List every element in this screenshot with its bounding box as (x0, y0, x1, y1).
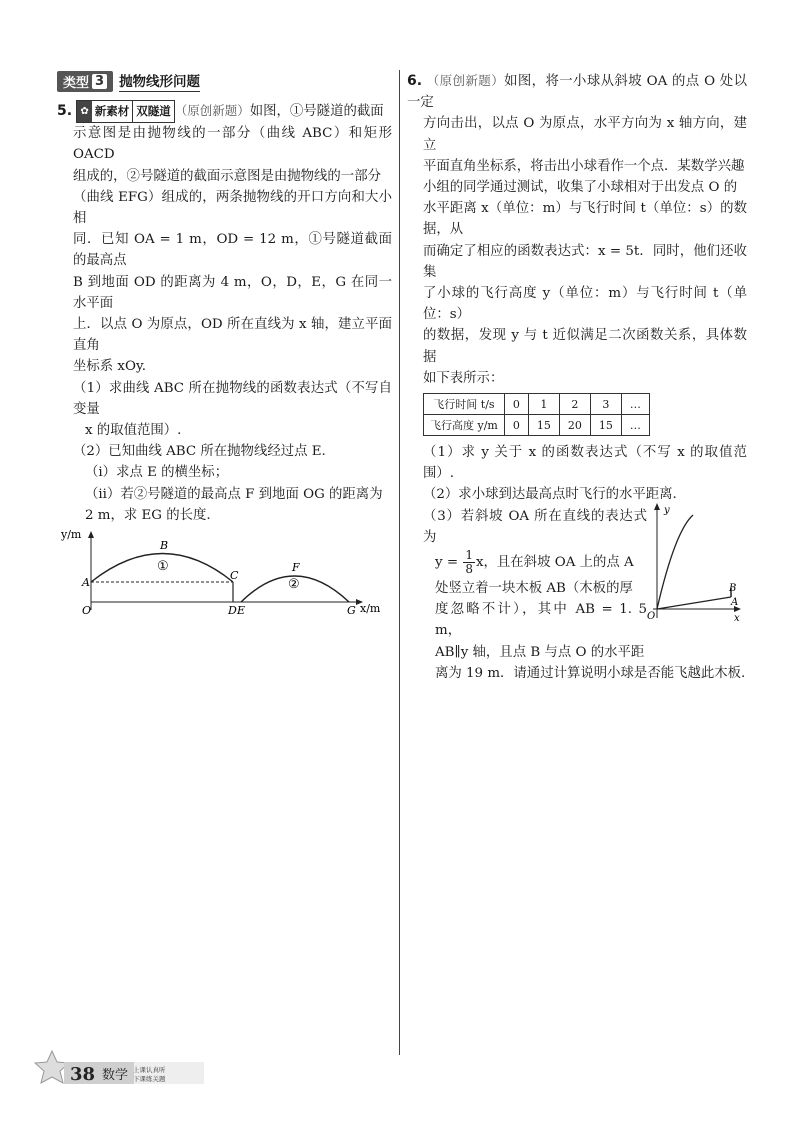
type-number: 3 (92, 74, 107, 89)
label-o: O (647, 610, 656, 622)
star-icon: ✿ (77, 101, 91, 122)
q6-line: 的数据，发现 y 与 t 近似满足二次函数关系，具体数据 (423, 328, 747, 365)
x-axis-label: x/m (360, 602, 381, 616)
footer-slogan-2: 下课练关题 (133, 1075, 166, 1083)
footer-slogan-1: 上课认真听 (133, 1066, 166, 1074)
y-label: y (664, 504, 670, 516)
q6-source: （原创新题） (426, 73, 505, 88)
q6-line: 而确定了相应的函数表达式：x = 5t．同时，他们还收集 (423, 243, 747, 280)
label-a: A (731, 596, 739, 608)
label-c: C (230, 569, 239, 583)
q5-line: 坐标系 xOy. (73, 359, 146, 375)
q5-line: 组成的，②号隧道的截面示意图是由抛物线的一部分 (73, 168, 381, 184)
q6-sub3-block (407, 504, 747, 681)
right-column (407, 70, 747, 681)
q5-line: 同．已知 OA = 1 m，OD = 12 m，①号隧道截面的最高点 (73, 232, 392, 269)
ball-trajectory (657, 515, 693, 609)
q6-number: 6. (407, 73, 423, 89)
q5-number: 5. (57, 103, 73, 119)
type-badge (57, 71, 113, 92)
q6-sub3: （3）若斜坡 OA 所在直线的表达式为 (423, 508, 647, 545)
star-mascot-icon (35, 1051, 69, 1083)
footer-subject: 数学 (102, 1068, 129, 1083)
q6-sub3-line: 度忽略不计），其中 AB = 1. 5 m， (435, 602, 647, 639)
label-d: D (228, 604, 237, 618)
table-cell: 0 (504, 394, 528, 415)
q6-sub3-formula (407, 548, 647, 578)
label-b: B (160, 539, 169, 553)
formula-prefix: y = (435, 555, 463, 571)
page-footer (30, 1048, 210, 1098)
fraction (463, 549, 475, 576)
y-axis-arrow (654, 503, 660, 510)
q6-line: 小组的同学通过测试，收集了小球相对于出发点 O 的 (423, 180, 738, 196)
q6-line: 方向击出，以点 O 为原点，水平方向为 x 轴方向，建立 (423, 116, 747, 153)
type-header (57, 70, 392, 92)
type-badge-label: 类型 (63, 75, 90, 91)
q5-sub1-cont: x 的取值范围）. (85, 423, 182, 439)
q6-intro (407, 70, 747, 113)
ball-slope-figure (645, 501, 745, 626)
label-e: E (237, 604, 246, 618)
table-cell: 20 (559, 415, 590, 436)
q6-line: 了小球的飞行高度 y（单位：m）与飞行时间 t（单位：s） (423, 286, 747, 323)
table-cell: 15 (590, 415, 621, 436)
q6-sub3-line: 处竖立着一块木板 AB（木板的厚 (435, 581, 633, 597)
q6-line: 水平距离 x（单位：m）与飞行时间 t（单位：s）的数据，从 (423, 201, 747, 238)
q6-line: 平面直角坐标系，将击出小球看作一个点．某数学兴趣 (423, 158, 745, 174)
q5-line: 示意图是由抛物线的一部分（曲线 ABC）和矩形 OACD (73, 126, 392, 163)
question-5 (57, 100, 392, 622)
table-row (424, 415, 650, 436)
table-cell: 3 (590, 394, 621, 415)
y-axis-label: y/m (61, 528, 82, 542)
tunnel-figure (57, 528, 392, 618)
fraction-numerator: 1 (465, 548, 473, 563)
table-row (424, 394, 650, 415)
q5-sub2ii: （ii）若②号隧道的最高点 F 到地面 OG 的距离为 (85, 486, 383, 502)
label-b: B (729, 582, 737, 594)
q5-tag (76, 100, 174, 123)
question-6 (407, 70, 747, 681)
page-number: 38 (70, 1064, 96, 1085)
q5-line: （曲线 EFG）组成的，两条抛物线的开口方向和大小相 (73, 189, 392, 227)
q5-line: B 到地面 OD 的距离为 4 m，O，D，E，G 在同一水平面 (73, 274, 392, 311)
formula-suffix: x，且在斜坡 OA 上的点 A (475, 555, 634, 571)
q5-line: 如图，①号隧道的截面 (249, 104, 384, 119)
label-f: F (292, 561, 300, 575)
q5-sub2i: （i）求点 E 的横坐标； (85, 465, 229, 481)
q6-sub3-line: 离为 19 m．请通过计算说明小球是否能飞越此木板. (435, 665, 746, 681)
q5-sub2: （2）已知曲线 ABC 所在抛物线经过点 E. (73, 444, 326, 460)
label-o: O (82, 604, 92, 618)
y-axis-arrow (88, 531, 94, 538)
q6-sub2: （2）求小球到达最高点时飞行的水平距离. (423, 487, 677, 503)
label-tunnel-1: ① (157, 559, 169, 575)
table-cell: 飞行高度 y/m (424, 415, 505, 436)
q5-tag-new: 新素材 (94, 104, 130, 118)
q5-source: （原创新题） (174, 103, 250, 118)
fraction-denominator: 8 (465, 562, 473, 577)
label-tunnel-2: ② (288, 577, 300, 593)
table-cell: 1 (528, 394, 559, 415)
x-label: x (734, 612, 740, 624)
table-cell: … (621, 394, 649, 415)
slope-oa (657, 597, 731, 609)
table-cell: … (621, 415, 649, 436)
q5-sub2ii-cont: 2 m，求 EG 的长度. (85, 507, 211, 523)
label-g: G (347, 604, 356, 618)
q6-line: 如下表所示： (423, 370, 504, 386)
q6-sub3-text (407, 506, 647, 663)
q5-line: 上．以点 O 为原点，OD 所在直线为 x 轴，建立平面直角 (73, 317, 392, 354)
q6-line: 如图，将一小球从斜坡 OA 的点 O 处以一定 (407, 74, 747, 111)
column-divider (399, 70, 400, 1055)
table-cell: 2 (559, 394, 590, 415)
flight-data-table (423, 393, 650, 436)
type-title: 抛物线形问题 (119, 70, 200, 92)
left-column (57, 70, 392, 622)
q5-intro (57, 100, 392, 123)
table-cell: 0 (504, 415, 528, 436)
q5-sub1: （1）求曲线 ABC 所在抛物线的函数表达式（不写自变量 (73, 380, 392, 417)
q6-sub1: （1）求 y 关于 x 的函数表达式（不写 x 的取值范围）. (423, 445, 747, 482)
q6-sub3-line: AB∥y 轴，且点 B 与点 O 的水平距 (435, 644, 645, 660)
table-cell: 飞行时间 t/s (424, 394, 505, 415)
label-a: A (82, 576, 90, 590)
q5-tag-topic: 双隧道 (132, 101, 174, 122)
table-cell: 15 (528, 415, 559, 436)
